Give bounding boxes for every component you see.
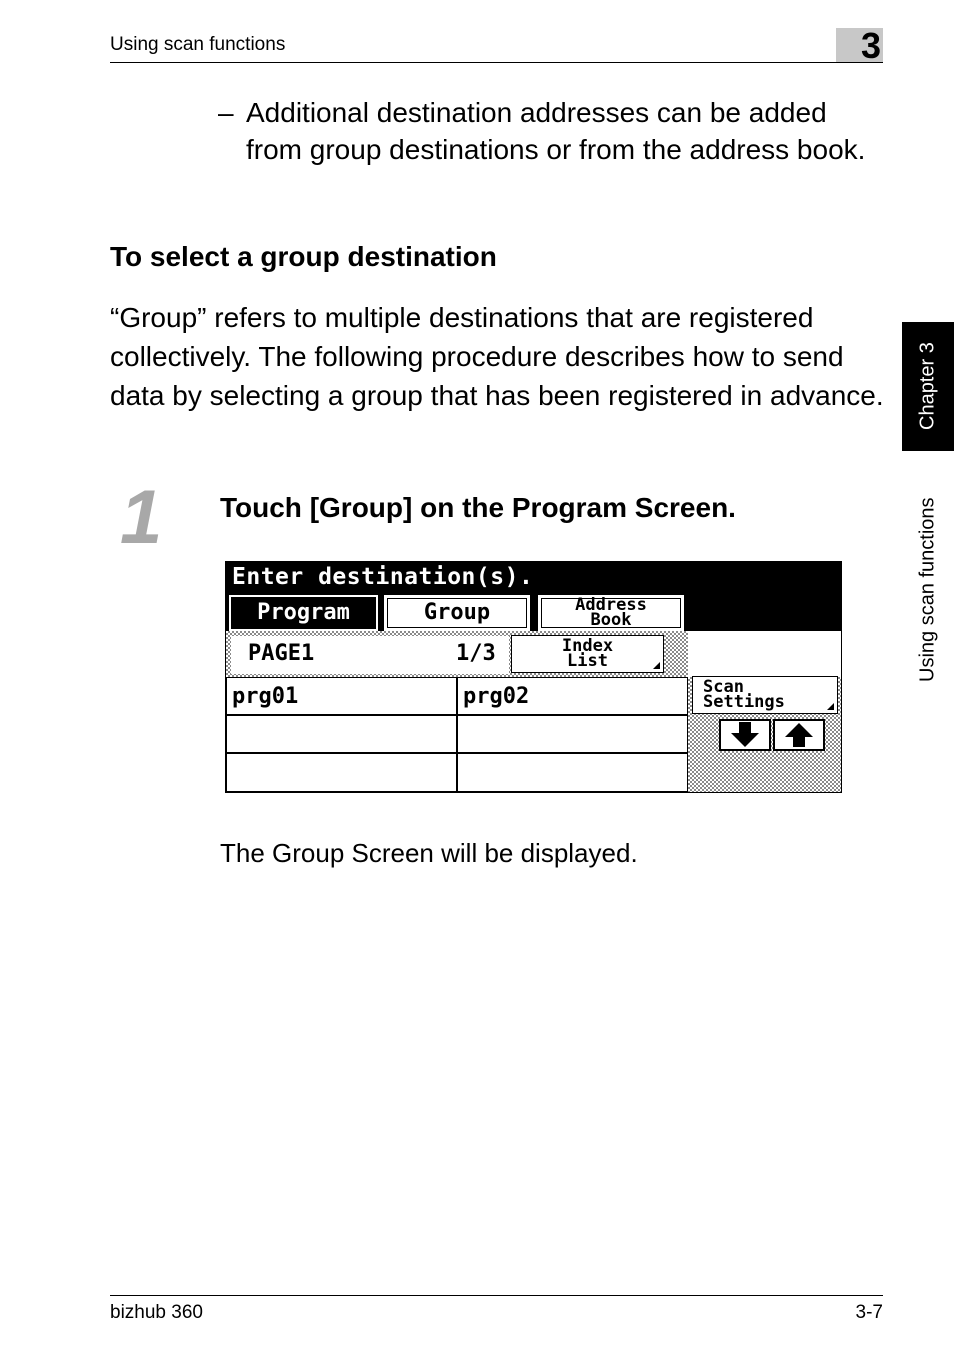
footer-rule <box>110 1295 883 1296</box>
bullet-text: Additional destination addresses can be added from group destinations or from the address book. <box>246 97 866 165</box>
tab-address-book-line1: Address <box>575 595 647 615</box>
group-cell[interactable] <box>226 753 457 792</box>
group-cell[interactable] <box>226 715 457 753</box>
section-side-label: Using scan functions <box>916 497 939 683</box>
tab-address-book-line2: Book <box>590 610 632 630</box>
index-list-line1: Index <box>561 636 614 656</box>
index-list-line2: List <box>567 651 608 671</box>
running-header: Using scan functions <box>110 34 286 55</box>
page-count: 1/3 <box>456 641 496 666</box>
section-heading: To select a group destination <box>110 241 497 272</box>
step-result: The Group Screen will be displayed. <box>220 838 638 868</box>
page-label: PAGE1 <box>248 641 315 666</box>
tab-group[interactable]: Group <box>384 595 530 631</box>
group-cell[interactable] <box>457 753 688 792</box>
group-cell[interactable]: prg01 <box>226 677 457 715</box>
intro-paragraph: “Group” refers to multiple destinations that are registered collectively. The following procedure describes how to send data by selecting a group that has been registered in advance. <box>110 302 884 411</box>
arrow-up-icon <box>784 722 814 748</box>
tab-program[interactable]: Program <box>229 595 378 631</box>
scan-settings-line1: Scan <box>703 677 744 697</box>
tab-address-book[interactable] <box>538 595 684 631</box>
scroll-up-button[interactable] <box>773 719 825 751</box>
chapter-number: 3 <box>860 25 881 66</box>
corner-triangle-icon <box>827 703 834 710</box>
header-rule <box>110 62 883 63</box>
footer-product: bizhub 360 <box>110 1302 203 1323</box>
panel-prompt: Enter destination(s). <box>232 564 534 590</box>
chapter-side-tab-label: Chapter 3 <box>916 342 939 431</box>
footer-page-number: 3-7 <box>855 1302 883 1323</box>
scan-settings-button[interactable] <box>692 676 838 714</box>
corner-triangle-icon <box>653 662 660 669</box>
scroll-down-button[interactable] <box>719 719 771 751</box>
step-number: 1 <box>120 475 163 560</box>
step-instruction: Touch [Group] on the Program Screen. <box>220 492 736 523</box>
group-cell[interactable] <box>457 715 688 753</box>
arrow-down-icon <box>730 722 760 748</box>
scan-settings-line2: Settings <box>703 692 785 712</box>
program-screen-panel <box>225 561 842 793</box>
bullet-dash: – <box>218 97 234 128</box>
index-list-button[interactable] <box>511 635 664 673</box>
group-cell[interactable]: prg02 <box>457 677 688 715</box>
